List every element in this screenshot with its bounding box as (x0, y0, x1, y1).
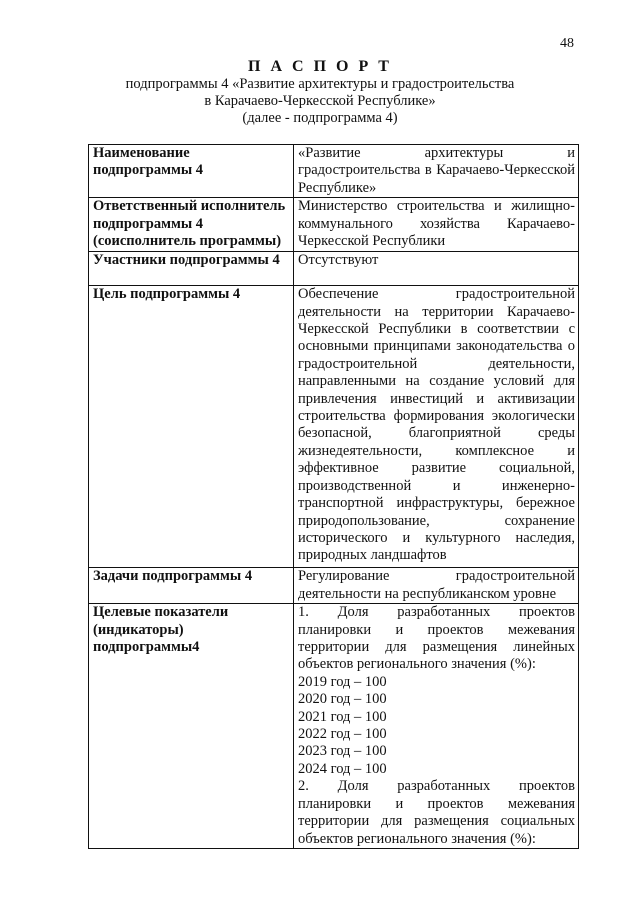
row-participants-value: Отсутствуют (294, 252, 579, 286)
indicator-2-text: 2. Доля разработанных проектов планировки и проектов межевания территории для размещения социальных объектов регионального значения (%): (298, 778, 575, 847)
row-goal (89, 286, 579, 568)
passport-table (88, 144, 579, 849)
indicator-year-2021: 2021 год – 100 (298, 708, 387, 725)
row-name (89, 145, 579, 198)
row-indicators-value (294, 604, 579, 849)
subtitle-line-3: (далее - подпрограмма 4) (242, 110, 398, 126)
row-goal-label: Цель подпрограммы 4 (89, 286, 294, 568)
row-indicators (89, 604, 579, 849)
row-tasks (89, 568, 579, 604)
document-header (0, 58, 640, 127)
indicator-year-2019: 2019 год – 100 (298, 673, 387, 690)
subtitle-line-1: подпрограммы 4 «Развитие архитектуры и градостроительства (125, 76, 515, 92)
page-number: 48 (560, 36, 574, 51)
indicator-year-2022: 2022 год – 100 (298, 726, 387, 743)
row-indicators-label: Целевые показатели (индикаторы) подпрограммы4 (89, 604, 294, 849)
row-executor-label: Ответственный исполнитель подпрограммы 4 (соисполнитель программы) (89, 198, 294, 252)
row-participants-label: Участники подпрограммы 4 (89, 252, 294, 286)
indicator-1-text: 1. Доля разработанных проектов планировки и проектов межевания территории для размещения линейных объектов регионального значения (%): (298, 604, 575, 673)
subtitle-line-2: в Карачаево-Черкесской Республике» (204, 93, 436, 109)
row-executor-value: Министерство строительства и жилищно-коммунального хозяйства Карачаево-Черкесской Республики (294, 198, 579, 252)
row-executor (89, 198, 579, 252)
indicator-year-2020: 2020 год – 100 (298, 691, 387, 708)
row-goal-value: Обеспечение градостроительной деятельности на территории Карачаево-Черкесской Республики в соответствии с основными принципами законодательства о градостроительной деятельности, направленными на создание условий для привлечения инвестиций и активизации строительства формирования экологически безопасной, благоприятной среды жизнедеятельности, комплексное и эффективное развитие социальной, производственной и инженерно-транспортной инфраструктуры, бережное природопользование, сохранение исторического и культурного наследия, природных ландшафтов (294, 286, 579, 568)
row-tasks-label: Задачи подпрограммы 4 (89, 568, 294, 604)
indicator-year-2024: 2024 год – 100 (298, 760, 387, 777)
indicator-year-2023: 2023 год – 100 (298, 743, 387, 760)
row-participants (89, 252, 579, 286)
row-tasks-value: Регулирование градостроительной деятельности на республиканском уровне (294, 568, 579, 604)
row-name-label: Наименование подпрограммы 4 (89, 145, 294, 198)
document-title: П А С П О Р Т (248, 58, 392, 75)
row-name-value: «Развитие архитектуры и градостроительства в Карачаево-Черкесской Республике» (294, 145, 579, 198)
